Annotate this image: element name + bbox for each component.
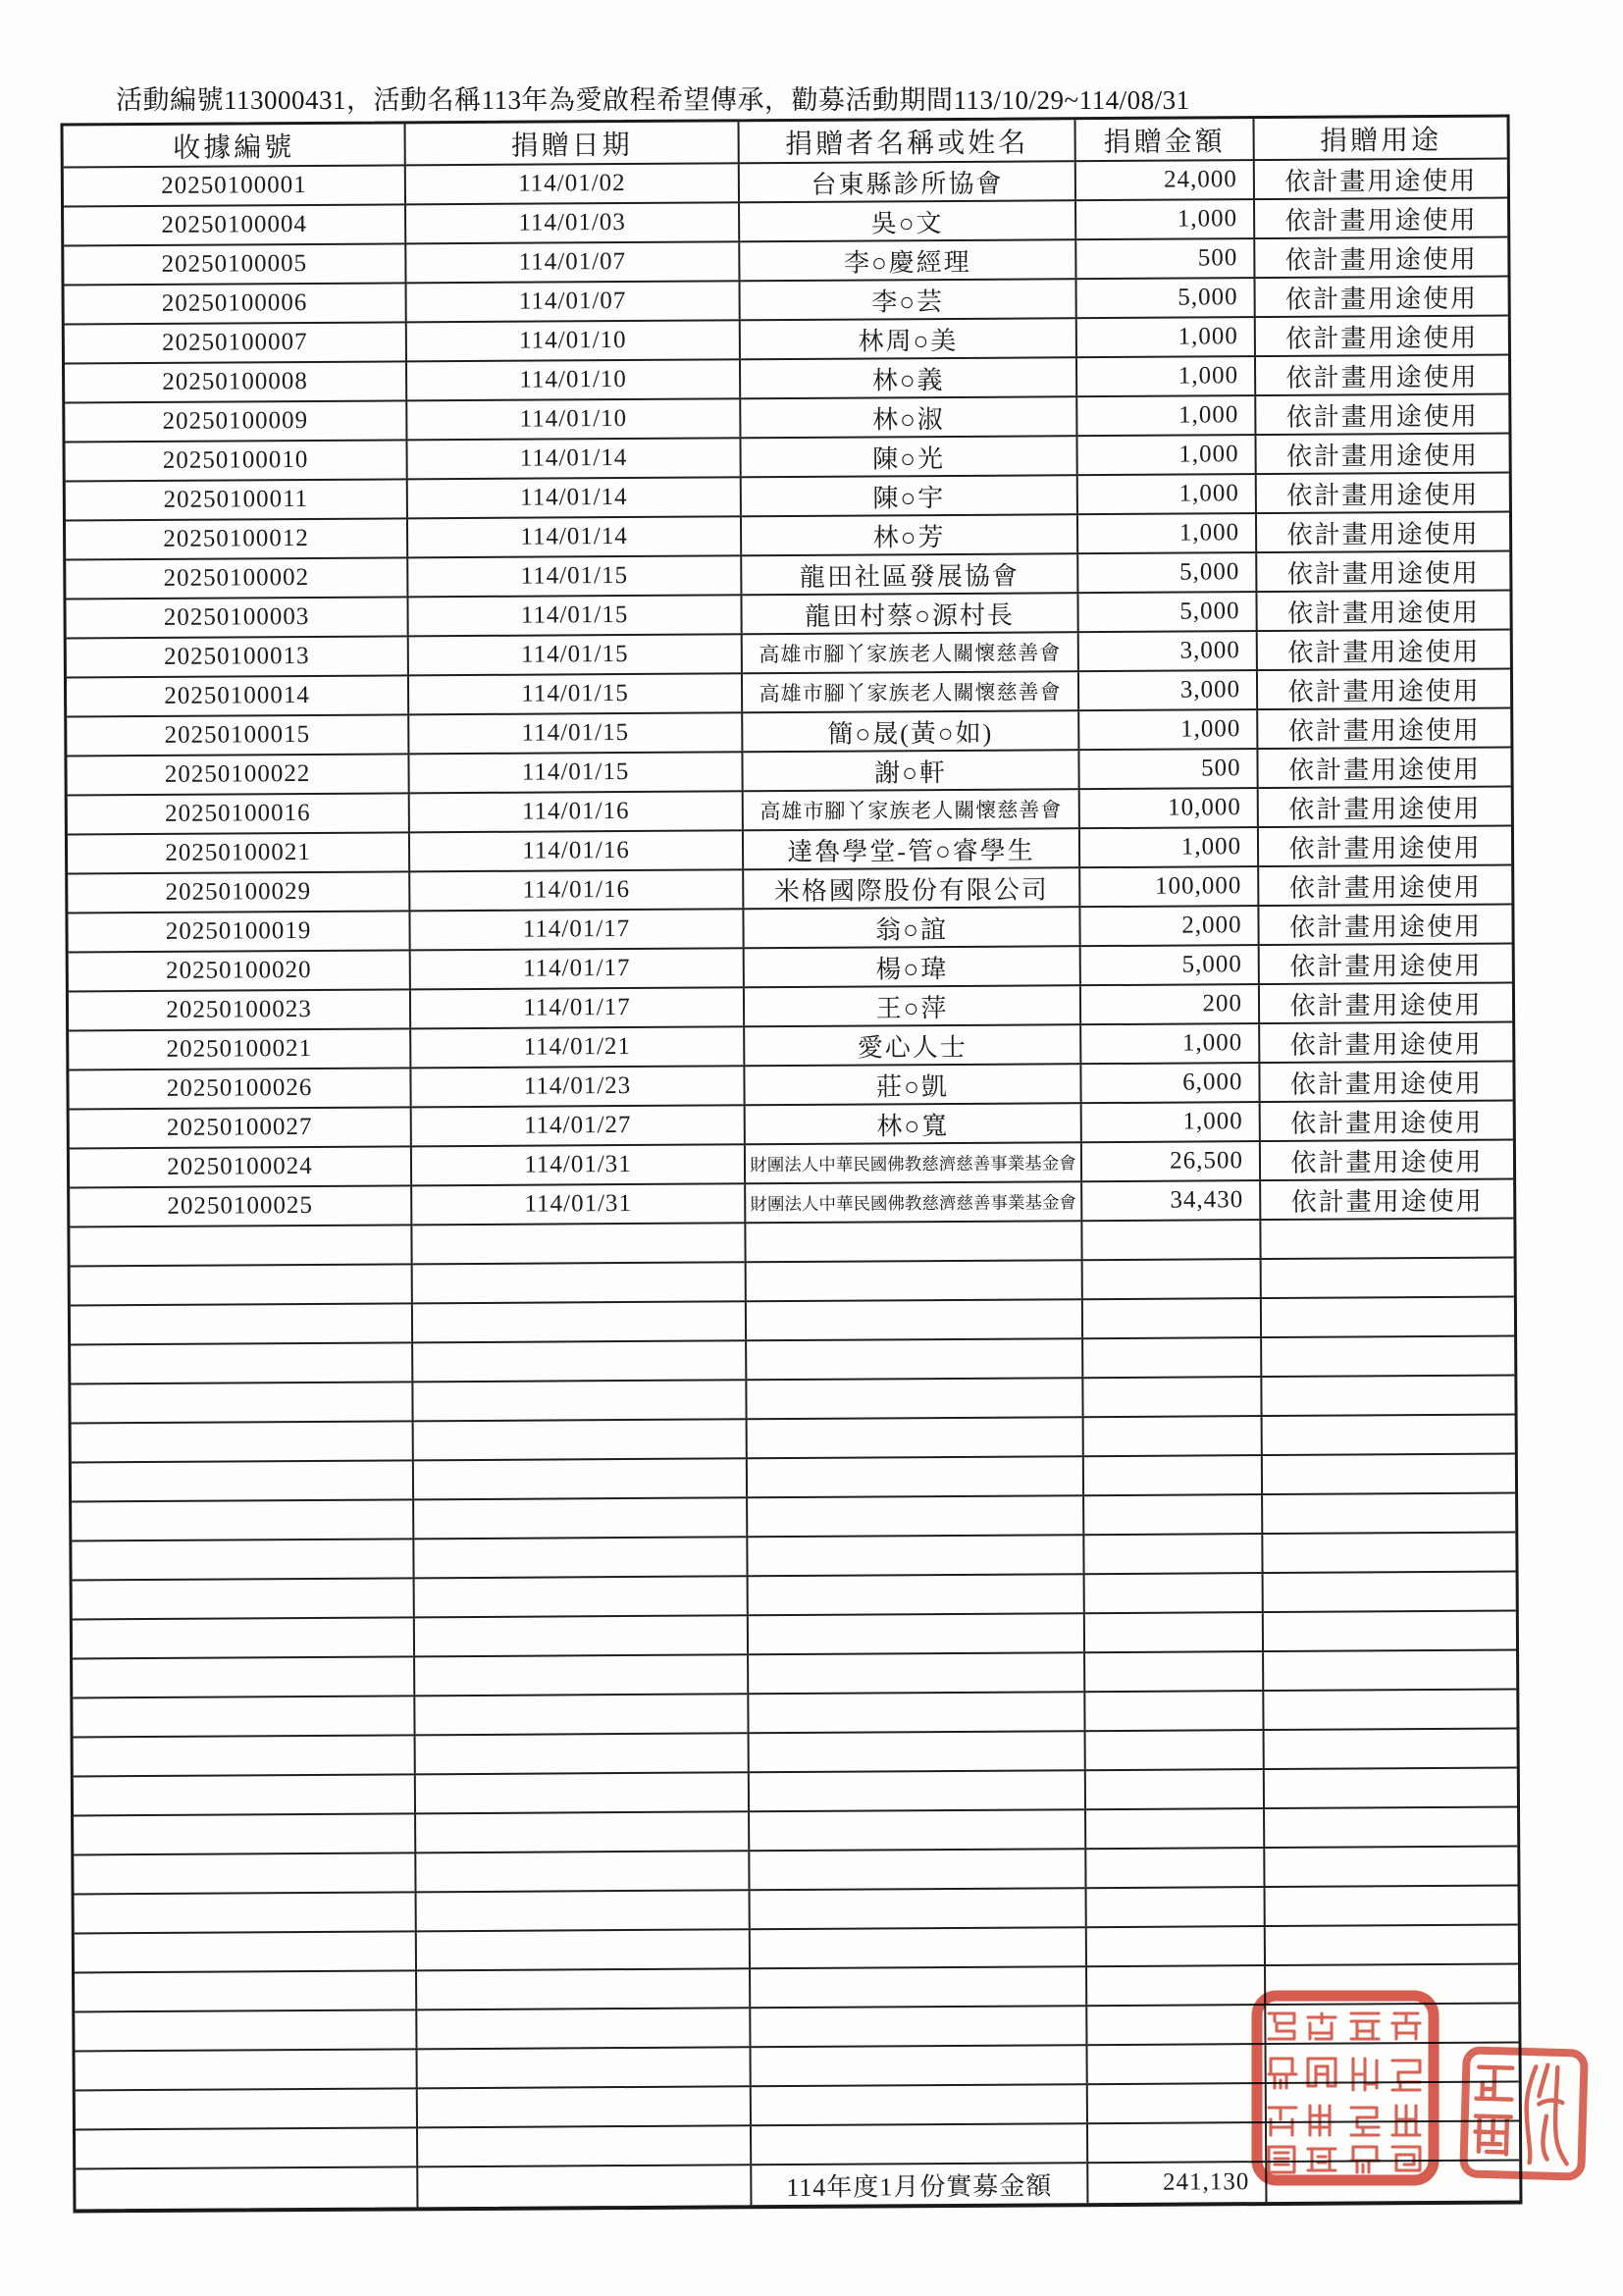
- empty-cell: [416, 1812, 750, 1852]
- donor-name-cell: 李○慶經理: [740, 240, 1076, 280]
- donor-name-cell: 高雄市腳丫家族老人關懷慈善會: [744, 790, 1080, 829]
- empty-cell: [1263, 1494, 1515, 1534]
- receipt-number-cell: 20250100015: [67, 715, 409, 755]
- amount-cell: 24,000: [1076, 161, 1255, 199]
- empty-cell: [413, 1381, 747, 1420]
- empty-cell: [1264, 1611, 1516, 1650]
- empty-cell: [1086, 1849, 1265, 1887]
- empty-cell: [1262, 1298, 1514, 1337]
- amount-cell: 500: [1076, 239, 1255, 278]
- empty-cell: [1085, 1692, 1264, 1730]
- empty-cell: [71, 1383, 413, 1422]
- empty-cell: [749, 1575, 1085, 1614]
- empty-cell: [71, 1265, 413, 1304]
- donation-date-cell: 114/01/02: [406, 164, 740, 203]
- empty-cell: [74, 1853, 416, 1893]
- purpose-cell: 依計畫用途使用: [1289, 951, 1483, 981]
- empty-cell: [74, 1814, 416, 1853]
- donor-name-cell: 台東縣診所協會: [740, 162, 1076, 201]
- donation-date-cell: 114/01/15: [408, 556, 742, 596]
- receipt-number-cell: 20250100009: [65, 401, 407, 441]
- empty-cell: [1088, 2123, 1267, 2162]
- purpose-cell: 依計畫用途使用: [1287, 755, 1482, 785]
- amount-cell: 1,000: [1077, 436, 1256, 474]
- empty-cell: [75, 1971, 417, 2010]
- empty-cell: [415, 1616, 749, 1655]
- empty-cell: [70, 1226, 412, 1265]
- column-header-donor: 捐贈者名稱或姓名: [740, 120, 1076, 162]
- empty-cell: [75, 1893, 417, 1932]
- purpose-cell: 依計畫用途使用: [1286, 480, 1480, 510]
- donor-name-cell: 達魯學堂-管○睿學生: [744, 829, 1080, 868]
- empty-cell: [1263, 1416, 1515, 1455]
- donor-name-cell: 財團法人中華民國佛教慈濟慈善事業基金會: [746, 1143, 1082, 1182]
- donation-date-cell: 114/01/16: [410, 870, 744, 910]
- empty-cell: [418, 2166, 752, 2207]
- empty-cell: [71, 1304, 413, 1343]
- empty-cell: [1087, 1966, 1266, 2005]
- donor-name-cell: 高雄市腳丫家族老人關懷慈善會: [743, 672, 1079, 711]
- donation-date-cell: 114/01/17: [410, 910, 744, 949]
- donor-name-cell: 莊○凱: [745, 1065, 1081, 1104]
- empty-cell: [1264, 1572, 1516, 1611]
- empty-cell: [418, 2126, 752, 2166]
- empty-cell: [749, 1653, 1085, 1693]
- receipt-number-cell: 20250100024: [70, 1147, 412, 1186]
- purpose-cell: 依計畫用途使用: [1287, 637, 1481, 667]
- empty-cell: [1084, 1535, 1263, 1573]
- empty-cell: [1084, 1417, 1263, 1455]
- empty-cell: [1082, 1221, 1261, 1259]
- empty-cell: [1086, 1809, 1265, 1848]
- personal-name-seal-stamp: [1458, 2045, 1590, 2182]
- amount-cell: 1,000: [1080, 828, 1259, 866]
- total-label: 114年度1月份實募金額: [752, 2164, 1088, 2205]
- empty-cell: [1083, 1378, 1262, 1416]
- receipt-number-cell: 20250100020: [69, 951, 411, 990]
- donation-date-cell: 114/01/17: [411, 949, 745, 988]
- empty-cell: [73, 1618, 415, 1657]
- donation-date-cell: 114/01/31: [412, 1145, 746, 1184]
- receipt-number-cell: 20250100001: [64, 166, 406, 205]
- empty-cell: [73, 1696, 415, 1736]
- donor-name-cell: 王○萍: [745, 986, 1081, 1025]
- donation-date-cell: 114/01/17: [411, 988, 745, 1027]
- receipt-number-cell: 20250100021: [68, 833, 410, 872]
- empty-cell: [1265, 1807, 1517, 1847]
- purpose-cell: 依計畫用途使用: [1285, 401, 1479, 432]
- empty-cell: [1263, 1455, 1515, 1494]
- empty-cell: [1087, 1927, 1266, 1965]
- empty-cell: [72, 1539, 414, 1579]
- empty-cell: [72, 1422, 414, 1461]
- empty-cell: [1087, 2006, 1266, 2044]
- receipt-number-cell: 20250100012: [66, 519, 408, 558]
- donor-name-cell: 林周○美: [741, 319, 1077, 358]
- empty-cell: [750, 1850, 1086, 1889]
- purpose-cell: 依計畫用途使用: [1288, 794, 1482, 824]
- purpose-cell: 依計畫用途使用: [1288, 833, 1482, 863]
- empty-cell: [417, 2009, 751, 2048]
- receipt-number-cell: 20250100006: [65, 284, 407, 323]
- empty-cell: [1266, 1886, 1518, 1925]
- donation-date-cell: 114/01/10: [407, 399, 741, 439]
- empty-cell: [72, 1500, 414, 1539]
- receipt-number-cell: 20250100023: [69, 990, 411, 1029]
- empty-cell: [1084, 1456, 1263, 1494]
- donation-date-cell: 114/01/10: [407, 321, 741, 360]
- empty-cell: [1084, 1495, 1263, 1534]
- table-body: [64, 160, 1519, 2170]
- donation-date-cell: 114/01/07: [406, 242, 740, 282]
- column-header-date: 捐贈日期: [406, 122, 740, 164]
- purpose-cell: 依計畫用途使用: [1286, 598, 1481, 628]
- empty-cell: [415, 1577, 749, 1616]
- purpose-cell: 依計畫用途使用: [1288, 912, 1483, 942]
- receipt-number-cell: 20250100016: [68, 794, 410, 833]
- empty-cell: [414, 1459, 748, 1498]
- empty-cell: [1263, 1534, 1515, 1573]
- empty-cell: [76, 2050, 418, 2089]
- empty-cell: [414, 1498, 748, 1538]
- empty-cell: [414, 1420, 748, 1459]
- empty-cell: [747, 1339, 1083, 1379]
- donor-name-cell: 簡○晟(黃○如): [743, 711, 1079, 751]
- empty-cell: [748, 1496, 1084, 1536]
- purpose-cell: 依計畫用途使用: [1284, 166, 1478, 196]
- receipt-number-cell: 20250100019: [68, 912, 410, 951]
- empty-cell: [74, 1775, 416, 1814]
- donation-date-cell: 114/01/15: [409, 635, 743, 674]
- empty-cell: [74, 1736, 416, 1775]
- amount-cell: 1,000: [1079, 710, 1258, 749]
- empty-cell: [415, 1655, 749, 1695]
- empty-cell: [412, 1224, 746, 1263]
- empty-cell: [413, 1263, 747, 1302]
- donation-date-cell: 114/01/15: [409, 674, 743, 713]
- receipt-number-cell: 20250100014: [67, 676, 409, 715]
- donation-date-cell: 114/01/21: [411, 1027, 745, 1067]
- empty-cell: [752, 2046, 1088, 2085]
- donor-name-cell: 陳○宇: [742, 476, 1078, 515]
- donation-date-cell: 114/01/15: [409, 713, 743, 753]
- purpose-cell: 依計畫用途使用: [1289, 1069, 1484, 1099]
- purpose-cell: 依計畫用途使用: [1288, 872, 1482, 903]
- empty-cell: [750, 1771, 1086, 1810]
- empty-cell: [418, 2048, 752, 2087]
- receipt-number-cell: 20250100007: [65, 323, 407, 362]
- empty-cell: [1085, 1574, 1264, 1612]
- donation-date-cell: 114/01/31: [412, 1184, 746, 1224]
- receipt-number-cell: 20250100004: [64, 205, 406, 244]
- empty-cell: [751, 1928, 1087, 1967]
- receipt-number-cell: 20250100025: [70, 1186, 412, 1226]
- purpose-cell: 依計畫用途使用: [1287, 676, 1481, 706]
- donation-date-cell: 114/01/23: [411, 1067, 745, 1106]
- purpose-cell: 依計畫用途使用: [1285, 362, 1479, 392]
- receipt-number-cell: 20250100005: [64, 244, 406, 284]
- organization-seal-stamp: [1251, 1990, 1440, 2186]
- empty-cell: [76, 2089, 418, 2128]
- donation-date-cell: 114/01/14: [408, 478, 742, 517]
- empty-cell: [413, 1341, 747, 1381]
- receipt-number-cell: 20250100026: [69, 1069, 411, 1108]
- amount-cell: 5,000: [1078, 593, 1257, 631]
- amount-cell: 2,000: [1080, 907, 1259, 945]
- purpose-cell: 依計畫用途使用: [1285, 284, 1479, 314]
- empty-cell: [749, 1614, 1085, 1653]
- amount-cell: 34,430: [1082, 1181, 1261, 1220]
- amount-cell: 1,000: [1082, 1103, 1261, 1141]
- total-amount: 241,130: [1088, 2163, 1267, 2203]
- empty-cell: [73, 1579, 415, 1618]
- donor-name-cell: 李○芸: [741, 280, 1077, 319]
- amount-cell: 5,000: [1077, 279, 1256, 317]
- amount-cell: 10,000: [1080, 789, 1259, 827]
- donation-table-grid: [61, 115, 1523, 2214]
- donor-name-cell: 翁○誼: [744, 908, 1080, 947]
- empty-cell: [1262, 1377, 1514, 1416]
- empty-cell: [1083, 1260, 1262, 1298]
- purpose-cell: 依計畫用途使用: [1290, 1186, 1484, 1217]
- empty-cell: [1264, 1690, 1516, 1729]
- receipt-number-cell: 20250100021: [69, 1029, 411, 1069]
- donor-name-cell: 吳○文: [740, 201, 1076, 240]
- donation-date-cell: 114/01/27: [412, 1106, 746, 1145]
- empty-cell: [1262, 1337, 1514, 1377]
- amount-cell: 1,000: [1078, 475, 1257, 513]
- purpose-cell: 依計畫用途使用: [1289, 1029, 1483, 1060]
- empty-cell: [747, 1379, 1083, 1418]
- column-header-receipt-no: 收據編號: [64, 124, 406, 166]
- purpose-cell: 依計畫用途使用: [1286, 519, 1480, 549]
- empty-cell: [1085, 1613, 1264, 1651]
- empty-cell: [748, 1418, 1084, 1457]
- donation-date-cell: 114/01/14: [408, 517, 742, 556]
- donor-name-cell: 龍田社區發展協會: [742, 554, 1078, 594]
- column-header-amount: 捐贈金額: [1076, 119, 1255, 160]
- empty-cell: [749, 1693, 1085, 1732]
- empty-cell: [747, 1261, 1083, 1300]
- receipt-number-cell: 20250100011: [66, 480, 408, 519]
- empty-cell: [748, 1457, 1084, 1496]
- empty-cell: [417, 1930, 751, 1969]
- empty-cell: [413, 1302, 747, 1341]
- empty-cell: [750, 1732, 1086, 1771]
- amount-cell: 6,000: [1081, 1064, 1260, 1102]
- purpose-cell: 依計畫用途使用: [1290, 1108, 1484, 1138]
- receipt-number-cell: 20250100027: [70, 1108, 412, 1147]
- receipt-number-cell: 20250100008: [65, 362, 407, 401]
- empty-cell: [1086, 1770, 1265, 1808]
- donation-date-cell: 114/01/15: [409, 753, 743, 792]
- donor-name-cell: 楊○瑋: [745, 947, 1081, 986]
- receipt-number-cell: 20250100022: [67, 755, 409, 794]
- donation-table: [61, 115, 1523, 2214]
- donor-name-cell: 謝○軒: [743, 751, 1079, 790]
- empty-cell: [751, 1889, 1087, 1928]
- empty-cell: [752, 2085, 1088, 2124]
- empty-cell: [752, 2124, 1088, 2164]
- donor-name-cell: 林○義: [741, 358, 1077, 397]
- empty-cell: [73, 1657, 415, 1696]
- empty-cell: [1085, 1652, 1264, 1691]
- empty-cell: [75, 2010, 417, 2050]
- donor-name-cell: 財團法人中華民國佛教慈濟慈善事業基金會: [746, 1182, 1082, 1222]
- purpose-cell: 依計畫用途使用: [1284, 244, 1478, 275]
- amount-cell: 1,000: [1078, 514, 1257, 552]
- empty-cell: [1086, 1731, 1265, 1769]
- page-title: 活動編號113000431，活動名稱113年為愛啟程希望傳承，勸募活動期間113/10/29~114/08/31: [116, 85, 1190, 115]
- empty-cell: [414, 1538, 748, 1577]
- amount-cell: 1,000: [1077, 318, 1256, 356]
- empty-cell: [417, 1891, 751, 1930]
- purpose-cell: 依計畫用途使用: [1286, 558, 1480, 589]
- empty-cell: [418, 2087, 752, 2126]
- empty-cell: [417, 1969, 751, 2009]
- donation-date-cell: 114/01/07: [407, 282, 741, 321]
- purpose-cell: 依計畫用途使用: [1289, 990, 1483, 1020]
- column-header-purpose: 捐贈用途: [1320, 125, 1442, 157]
- empty-cell: [1265, 1847, 1517, 1886]
- donor-name-cell: 林○寬: [746, 1104, 1082, 1143]
- empty-cell: [416, 1773, 750, 1812]
- receipt-number-cell: 20250100003: [66, 598, 408, 637]
- empty-cell: [416, 1734, 750, 1773]
- donation-date-cell: 114/01/16: [410, 831, 744, 870]
- donor-name-cell: 米格國際股份有限公司: [744, 868, 1080, 908]
- amount-cell: 3,000: [1079, 632, 1258, 670]
- empty-cell: [751, 1967, 1087, 2007]
- empty-cell: [748, 1536, 1084, 1575]
- empty-cell: [76, 2128, 418, 2167]
- empty-cell: [1083, 1338, 1262, 1377]
- donation-date-cell: 114/01/16: [410, 792, 744, 831]
- receipt-number-cell: 20250100010: [65, 441, 407, 480]
- amount-cell: 1,000: [1076, 200, 1255, 238]
- empty-cell: [1265, 1768, 1517, 1807]
- empty-cell: [1087, 1888, 1266, 1926]
- empty-cell: [1261, 1220, 1513, 1259]
- amount-cell: 5,000: [1078, 553, 1257, 592]
- empty-cell: [72, 1461, 414, 1500]
- receipt-number-cell: 20250100002: [66, 558, 408, 598]
- amount-cell: 1,000: [1077, 396, 1256, 435]
- donor-name-cell: 林○淑: [741, 397, 1077, 437]
- empty-cell: [747, 1300, 1083, 1339]
- donor-name-cell: 陳○光: [741, 437, 1077, 476]
- donor-name-cell: 龍田村蔡○源村長: [742, 594, 1078, 633]
- donor-name-cell: 林○芳: [742, 515, 1078, 554]
- purpose-cell: 依計畫用途使用: [1287, 715, 1481, 746]
- empty-cell: [751, 2007, 1087, 2046]
- empty-cell: [1264, 1650, 1516, 1690]
- amount-cell: 1,000: [1081, 1024, 1260, 1063]
- empty-cell: [1262, 1259, 1514, 1298]
- purpose-cell: 依計畫用途使用: [1285, 323, 1479, 353]
- donor-name-cell: 愛心人士: [745, 1025, 1081, 1065]
- empty-cell: [1087, 2045, 1266, 2083]
- empty-cell: [1088, 2084, 1267, 2122]
- donation-date-cell: 114/01/03: [406, 203, 740, 242]
- purpose-cell: 依計畫用途使用: [1290, 1147, 1484, 1177]
- empty-cell: [1266, 1925, 1518, 1964]
- receipt-number-cell: 20250100013: [67, 637, 409, 676]
- empty-cell: [416, 1852, 750, 1891]
- empty-cell: [1265, 1729, 1517, 1768]
- amount-cell: 200: [1081, 985, 1260, 1023]
- amount-cell: 500: [1079, 750, 1258, 788]
- donation-date-cell: 114/01/14: [407, 439, 741, 478]
- empty-cell: [746, 1222, 1082, 1261]
- empty-cell: [415, 1695, 749, 1734]
- donation-date-cell: 114/01/10: [407, 360, 741, 399]
- amount-cell: 100,000: [1080, 867, 1259, 906]
- receipt-number-cell: 20250100029: [68, 872, 410, 912]
- empty-cell: [75, 1932, 417, 1971]
- amount-cell: 5,000: [1081, 946, 1260, 984]
- donor-name-cell: 高雄市腳丫家族老人關懷慈善會: [743, 633, 1079, 672]
- empty-cell: [1083, 1299, 1262, 1337]
- purpose-cell: 依計畫用途使用: [1286, 441, 1480, 471]
- donation-date-cell: 114/01/15: [408, 596, 742, 635]
- amount-cell: 3,000: [1079, 671, 1258, 709]
- amount-cell: 1,000: [1077, 357, 1256, 395]
- purpose-cell: 依計畫用途使用: [1284, 205, 1478, 235]
- empty-cell: [750, 1810, 1086, 1850]
- amount-cell: 26,500: [1082, 1142, 1261, 1180]
- empty-cell: [71, 1343, 413, 1383]
- empty-cell: [76, 2167, 418, 2209]
